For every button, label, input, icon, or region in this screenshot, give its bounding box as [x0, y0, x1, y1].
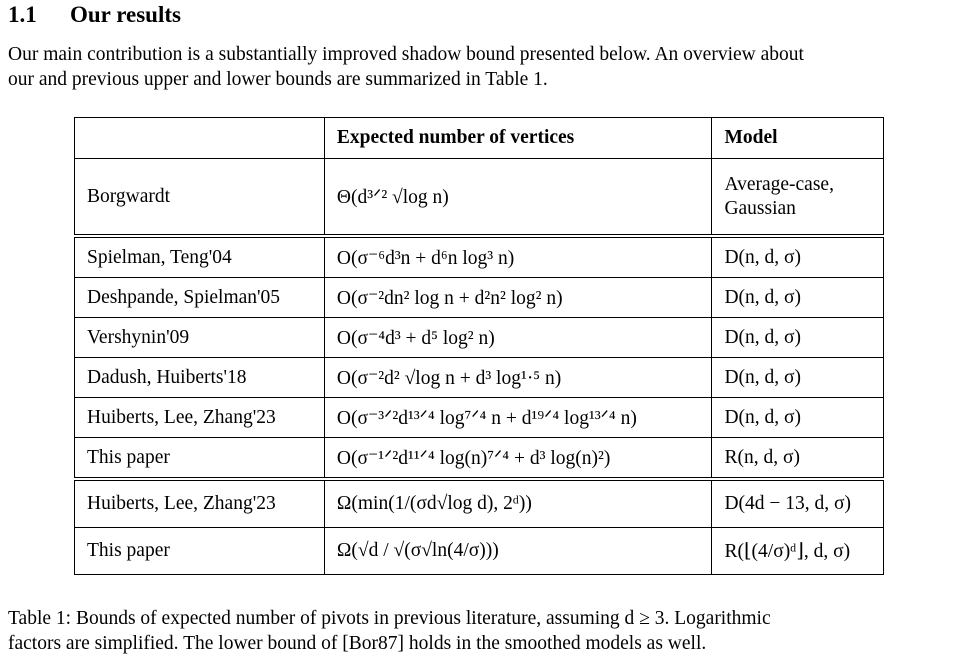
results-table: [74, 117, 884, 575]
model-cell: D(n, d, σ): [712, 318, 884, 358]
author-cell: Deshpande, Spielman'05: [75, 278, 325, 318]
bound-cell: O(σ⁻³ᐟ²d¹³ᐟ⁴ log⁷ᐟ⁴ n + d¹⁹ᐟ⁴ log¹³ᐟ⁴ n): [324, 398, 712, 438]
intro-line: Our main contribution is a substantially improved shadow bound presented below. An overview about: [8, 44, 804, 65]
bound-cell: O(σ⁻²d² √log n + d³ log¹·⁵ n): [324, 358, 712, 398]
section-heading: [8, 2, 181, 28]
model-cell: D(4d − 13, d, σ): [712, 479, 884, 528]
table-caption: [8, 606, 954, 656]
intro-line: our and previous upper and lower bounds are summarized in Table 1.: [8, 69, 548, 90]
model-cell: R(⌊(4/σ)ᵈ⌋, d, σ): [712, 528, 884, 575]
header-author: [75, 118, 325, 159]
table-row: [75, 278, 884, 318]
table-row: [75, 438, 884, 480]
author-cell: Vershynin'09: [75, 318, 325, 358]
bound-cell: O(σ⁻⁴d³ + d⁵ log² n): [324, 318, 712, 358]
author-cell: Spielman, Teng'04: [75, 236, 325, 278]
caption-line: Table 1: Bounds of expected number of pivots in previous literature, assuming d ≥ 3. Logarithmic: [8, 608, 771, 629]
table-row: [75, 358, 884, 398]
bound-cell: O(σ⁻⁶d³n + d⁶n log³ n): [324, 236, 712, 278]
bound-cell: O(σ⁻²dn² log n + d²n² log² n): [324, 278, 712, 318]
table-row: [75, 318, 884, 358]
model-cell: D(n, d, σ): [712, 236, 884, 278]
bound-cell: O(σ⁻¹ᐟ²d¹¹ᐟ⁴ log(n)⁷ᐟ⁴ + d³ log(n)²): [324, 438, 712, 480]
author-cell: Huiberts, Lee, Zhang'23: [75, 398, 325, 438]
header-bound: Expected number of vertices: [324, 118, 712, 159]
author-cell: Dadush, Huiberts'18: [75, 358, 325, 398]
section-number: 1.1: [8, 2, 37, 27]
section-title: Our results: [70, 2, 181, 27]
table-row: [75, 236, 884, 278]
model-cell: Average-case, Gaussian: [712, 159, 884, 237]
table-row: [75, 159, 884, 237]
model-cell: D(n, d, σ): [712, 278, 884, 318]
author-cell: Borgwardt: [75, 159, 325, 237]
model-cell: D(n, d, σ): [712, 398, 884, 438]
author-cell: Huiberts, Lee, Zhang'23: [75, 479, 325, 528]
table-row: [75, 528, 884, 575]
author-cell: This paper: [75, 528, 325, 575]
bound-cell: Ω(√d / √(σ√ln(4/σ))): [324, 528, 712, 575]
bound-cell: Ω(min(1/(σd√log d), 2ᵈ)): [324, 479, 712, 528]
model-cell: R(n, d, σ): [712, 438, 884, 480]
caption-line: factors are simplified. The lower bound of [Bor87] holds in the smoothed models as well.: [8, 633, 707, 654]
table-row: [75, 479, 884, 528]
intro-paragraph: [8, 42, 952, 92]
model-cell: D(n, d, σ): [712, 358, 884, 398]
author-cell: This paper: [75, 438, 325, 480]
table-header-row: [75, 118, 884, 159]
bound-cell: Θ(d³ᐟ² √log n): [324, 159, 712, 237]
header-model: Model: [712, 118, 884, 159]
table-row: [75, 398, 884, 438]
